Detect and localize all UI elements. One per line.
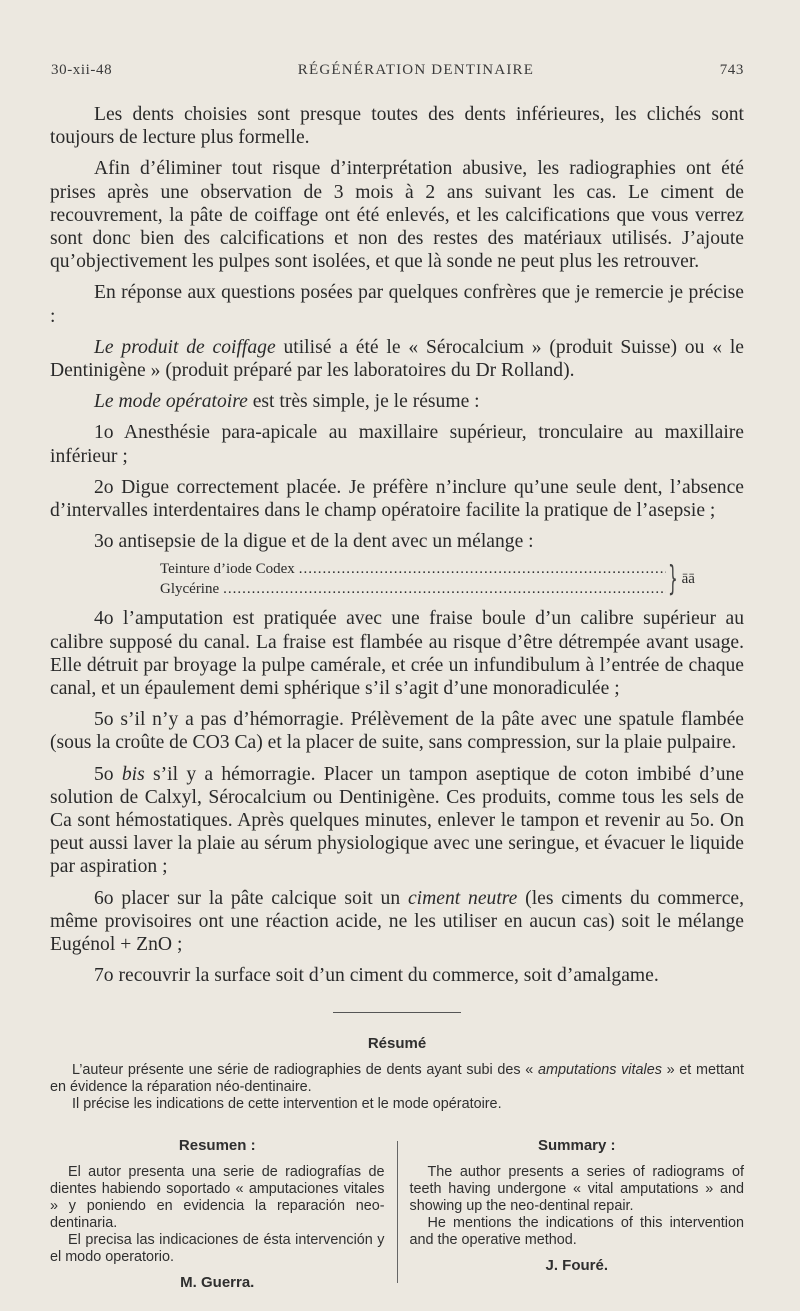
resume-text: » et mettant en évidence la réparation néo-dentinaire. — [50, 1061, 744, 1095]
italic-phrase: Le produit de coiffage — [94, 336, 276, 358]
paragraph-text: 6o placer sur la pâte calcique soit un — [94, 887, 408, 909]
summary-paragraph: He mentions the indications of this intervention and the operative method. — [409, 1214, 744, 1248]
paragraph-text: s’il y a hémorragie. Placer un tampon aseptique de coton imbibé d’une solution de Calxyl, Sérocalcium ou Dentinigène. Ces produits, comme tous les sels de Ca sont hémostatiques. Après quelques minutes, enlever le tampon et revenir au 5o. On peut aussi laver la plaie au sérum physiologique avec une seringue, et évacuer le liquide par aspiration ; — [50, 763, 745, 878]
page-number: 743 — [719, 62, 744, 78]
resumen-heading: Resumen : — [178, 1136, 256, 1154]
paragraph-text: est très simple, je le résume : — [247, 391, 480, 413]
resumen-paragraph: El precisa las indicaciones de ésta intervención y el modo operatorio. — [50, 1231, 385, 1265]
resume-paragraph: Il précise les indications de cette intervention et le mode opératoire. — [72, 1095, 502, 1112]
paragraph: 1o Anesthésie para-apicale au maxillaire supérieur, tronculaire au maxillaire inférieur ; — [50, 422, 744, 467]
resumen-paragraph: El autor presenta una serie de radiografías de dientes habiendo soportado « amputaciones vitales » y poniendo en evidencia la reparación neo-dentinaria. — [50, 1163, 385, 1231]
italic-phrase: Le mode opératoire — [94, 391, 248, 413]
ratio-label: āā — [681, 571, 695, 588]
paragraph: En réponse aux questions posées par quelques confrères que je remercie je précise : — [50, 282, 744, 327]
leader-dots — [299, 559, 666, 579]
header-title: RÉGÉNÉRATION DENTINAIRE — [297, 62, 535, 78]
paragraph — [50, 763, 744, 879]
resume-paragraph — [50, 1062, 744, 1096]
antiseptic-recipe — [160, 559, 695, 600]
paragraph: 7o recouvrir la surface soit d’un ciment du commerce, soit d’amalgame. — [94, 965, 659, 987]
english-abstract — [398, 1137, 745, 1291]
recipe-item: Glycérine — [160, 581, 220, 598]
paragraph: Afin d’éliminer tout risque d’interprétation abusive, les radiographies ont été prises après une observation de 3 mois à 2 ans suivant les cas. Le ciment de recouvrement, la pâte de coiffage ont été enlevés, et les calcifications que vous verrez sont donc bien des calcifications et non des restes des matériaux utilisés. J’ajoute qu’objectivement les pulpes sont isolées, et que là sonde ne peut plus les retrouver. — [50, 158, 744, 273]
resume-heading: Résumé — [367, 1034, 427, 1052]
abstract-section — [50, 1035, 744, 1291]
leader-dots — [223, 579, 666, 599]
spanish-abstract — [50, 1137, 397, 1291]
curly-brace-icon: } — [667, 559, 678, 600]
paragraph-text: (les ciments du commerce, même provisoires ont une réaction acide, ne les utiliser en aucun cas) soit le mélange Eugénol + ZnO ; — [50, 887, 744, 956]
paragraph — [50, 336, 744, 382]
summary-paragraph: The author presents a series of radiograms of teeth having undergone « vital amputations » and showing up the neo-dentinal repair. — [409, 1163, 744, 1214]
paragraph-text: utilisé a été le « Sérocalcium » (produit Suisse) ou « le Dentinigène » (produit préparé par les laboratoires du Dr Rolland). — [50, 336, 744, 382]
paragraph — [50, 390, 744, 413]
section-divider — [333, 1012, 461, 1013]
resume-text: L’auteur présente une série de radiographies de dents ayant subi des « — [72, 1061, 539, 1078]
paragraph-text: 5o — [94, 763, 122, 785]
paragraph: 3o antisepsie de la digue et de la dent avec un mélange : — [94, 531, 534, 553]
recipe-item: Teinture d’iode Codex — [160, 561, 295, 578]
running-header — [51, 62, 744, 79]
paragraph — [50, 887, 744, 957]
translator-signature: M. Guerra. — [180, 1273, 255, 1291]
paragraph: 5o s’il n’y a pas d’hémorragie. Prélèvement de la pâte avec une spatule flambée (sous la croûte de CO3 Ca) et la placer de suite, sans compression, sur la plaie pulpaire. — [50, 709, 744, 754]
italic-phrase: bis — [121, 763, 145, 785]
paragraph: Les dents choisies sont presque toutes des dents inférieures, les clichés sont toujours de lecture plus formelle. — [50, 104, 744, 149]
paragraph: 4o l’amputation est pratiquée avec une fraise boule d’un calibre supérieur au calibre supposé du canal. La fraise est flambée au risque d’être détrempée avant usage. Elle détruit par broyage la pulpe camérale, et crée un infundibulum à l’entrée de chaque canal, et un épaulement demi sphérique s’il s’agit d’une monoradiculée ; — [50, 608, 744, 700]
header-date: 30-xii-48 — [51, 62, 113, 78]
translator-signature: J. Fouré. — [545, 1256, 608, 1274]
paragraph: 2o Digue correctement placée. Je préfère n’inclure qu’une seule dent, l’absence d’intervalles interdentaires dans le champ opératoire facilite la pratique de l’asepsie ; — [50, 476, 744, 522]
article-body — [50, 103, 744, 988]
translations — [50, 1137, 744, 1291]
brace-group — [662, 559, 698, 599]
italic-phrase: ciment neutre — [407, 887, 518, 909]
recipe-row — [160, 579, 670, 599]
italic-phrase: amputations vitales — [538, 1061, 662, 1078]
recipe-row — [160, 559, 670, 579]
summary-heading: Summary : — [537, 1136, 616, 1154]
